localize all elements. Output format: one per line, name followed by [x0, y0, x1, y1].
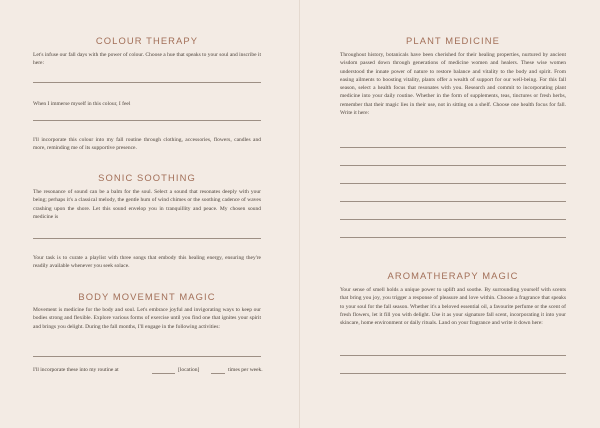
plant-line-5[interactable] [340, 219, 566, 220]
sound-writing-line[interactable] [33, 238, 261, 239]
right-page [300, 0, 600, 428]
plant-line-4[interactable] [340, 201, 566, 202]
colour-therapy-prompt: When I immerse myself in this colour, I feel [33, 101, 131, 107]
routine-row-end: times per week. [228, 367, 263, 373]
aroma-line-2[interactable] [340, 373, 566, 374]
aroma-line-1[interactable] [340, 355, 566, 356]
routine-row [33, 366, 261, 375]
plant-medicine-heading: PLANT MEDICINE [406, 35, 500, 46]
body-movement-heading: BODY MOVEMENT MAGIC [78, 291, 216, 302]
colour-therapy-closing: I'll incorporate this colour into my fall routine through clothing, accessories, flowers, candles and more, reminding me of its supportive presence. [33, 137, 261, 152]
plant-line-3[interactable] [340, 183, 566, 184]
colour-therapy-heading: COLOUR THERAPY [95, 35, 199, 46]
aromatherapy-heading: AROMATHERAPY MAGIC [387, 270, 519, 281]
activities-writing-line[interactable] [33, 356, 261, 357]
feeling-writing-line[interactable] [33, 120, 261, 121]
sonic-soothing-intro: The resonance of sound can be a balm for the soul. Select a sound that resonates deeply with your being; perhaps it's a classical melody, the gentle hum of wind chimes or the soothing cadence of waves crashing upon the shore. Let this sound envelop you in tranquillity and peace. My chosen sound medicine is [33, 189, 261, 220]
routine-blank-1[interactable] [152, 373, 175, 374]
routine-blank-2[interactable] [211, 373, 225, 374]
routine-row-start: I'll incorporate these into my routine at [33, 367, 119, 373]
plant-line-6[interactable] [340, 237, 566, 238]
plant-medicine-body: Throughout history, botanicals have been cherished for their healing properties, nurtured by ancient wisdom passed down through generations of medicine women and healers. These wise women understood the innate power of nature to restore balance and vitality to the body and spirit. From easing ailments to boosting vitality, plants offer a wealth of support for our well-being. For this fall season, select a health focus that resonates with you. Research and commit to incorporating plant medicine into your daily routine. Whether in the form of supplements, teas, tinctures or fresh herbs, remember that their magic lies in their use, not in sitting on a shelf. Choose one health focus for fall. Write it here: [340, 52, 566, 117]
colour-therapy-intro: Let's infuse our fall days with the power of colour. Choose a hue that speaks to your soul and inscribe it here: [33, 52, 261, 67]
plant-line-2[interactable] [340, 165, 566, 166]
colour-writing-line[interactable] [33, 82, 261, 83]
sonic-soothing-task: Your task is to curate a playlist with three songs that embody this healing energy, ensuring they're readily available whenever you seek solace. [33, 255, 261, 270]
aromatherapy-body: Your sense of smell holds a unique power to uplift and soothe. By surrounding yourself with scents that bring you joy, you trigger a response of pleasure and love within. Choose a fragrance that speaks to your soul for the fall season. Whether it's a beloved essential oil, a favourite perfume or the scent of fresh flowers, let it fill you with delight. Use it as your signature fall scent, incorporating it into your skincare, home environment or daily rituals. Land on your fragrance and write it down here: [340, 287, 566, 327]
sonic-soothing-heading: SONIC SOOTHING [98, 172, 196, 183]
routine-row-location: [location] [178, 367, 200, 373]
body-movement-intro: Movement is medicine for the body and soul. Let's embrace joyful and invigorating ways to keep our bodies strong and flexible. Explore various forms of exercise until you find one that ignites your spirit and brings you delight. During the fall months, I'll engage in the following activities: [33, 307, 261, 330]
plant-line-1[interactable] [340, 147, 566, 148]
